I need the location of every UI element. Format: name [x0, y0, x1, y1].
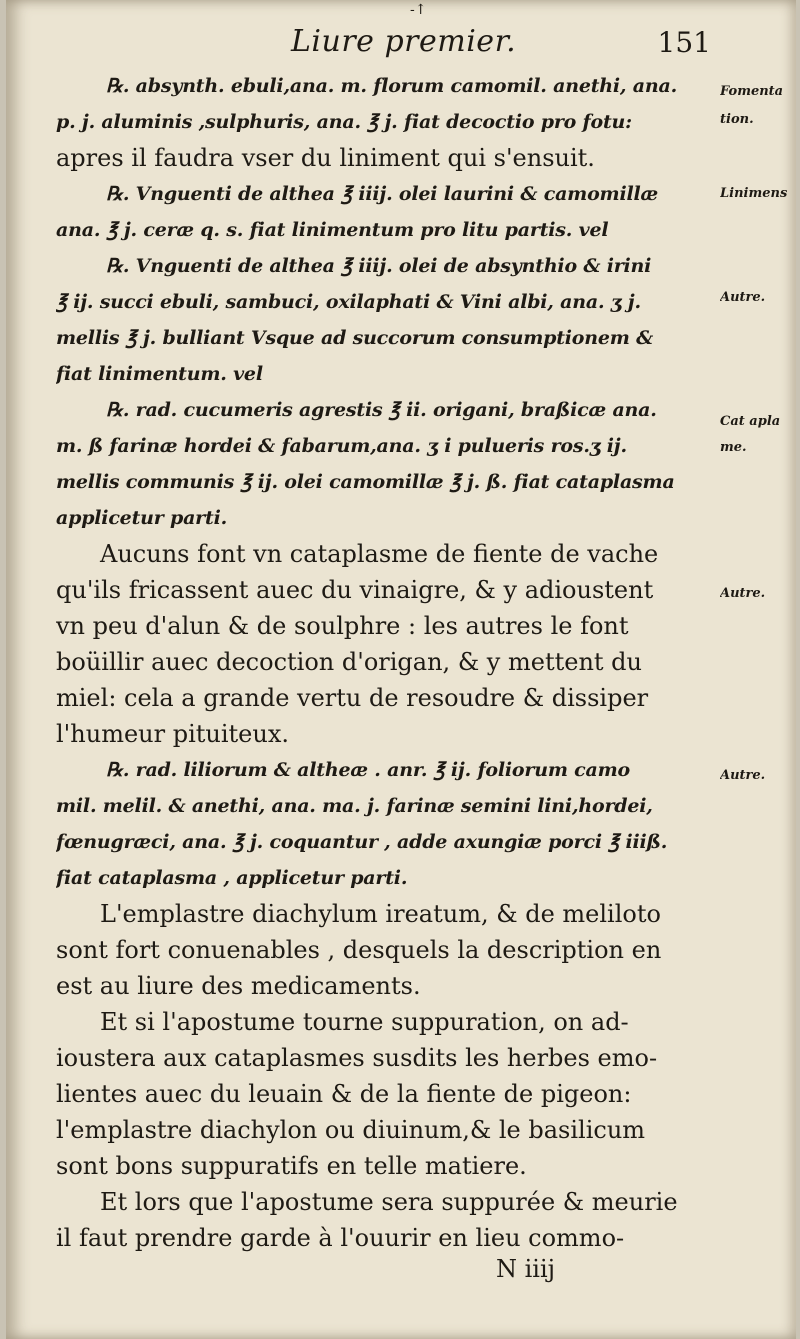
main-text: [56, 68, 716, 1256]
text-line: ana. ℥ j. ceræ q. s. fiat linimentum pro litu partis. vel: [56, 219, 609, 241]
text-line: fiat cataplasma , applicetur parti.: [56, 867, 408, 889]
text-line: sont bons suppuratifs en telle matiere.: [56, 1152, 527, 1180]
margin-note: Fomenta: [720, 84, 784, 99]
text-line: apres il faudra vser du liniment qui s'ensuit.: [56, 144, 595, 172]
text-line: L'emplastre diachylum ireatum, & de meliloto: [100, 900, 661, 928]
text-line: ℞. rad. liliorum & altheæ . anr. ℥ ij. foliorum camo: [106, 759, 630, 781]
book-page: [6, 0, 796, 1339]
page-header: [291, 24, 711, 64]
text-line: vn peu d'alun & de soulphre : les autres le font: [56, 612, 629, 640]
signature-mark: N iiij: [496, 1255, 556, 1283]
text-line: l'emplastre diachylon ou diuinum,& le basilicum: [56, 1116, 646, 1144]
margin-note: me.: [720, 440, 747, 455]
text-line: Aucuns font vn cataplasme de fiente de vache: [100, 540, 659, 568]
page-number: 151: [657, 26, 711, 59]
text-line: il faut prendre garde à l'ouurir en lieu commo-: [56, 1224, 625, 1252]
text-line: boüillir auec decoction d'origan, & y mettent du: [56, 648, 642, 676]
text-line: Et lors que l'apostume sera suppurée & meurie: [100, 1188, 678, 1216]
text-line: lientes auec du leuain & de la fiente de pigeon:: [56, 1080, 632, 1108]
text-line: mellis ℥ j. bulliant Vsque ad succorum consumptionem &: [56, 327, 654, 349]
margin-note: Cat apla: [720, 414, 781, 429]
text-line: m. ß farinæ hordei & fabarum,ana. ʒ i pulueris ros.ʒ ij.: [56, 435, 627, 457]
margin-note: Autre.: [720, 768, 766, 783]
text-line: miel: cela a grande vertu de resoudre & dissiper: [56, 684, 649, 712]
margin-note: Linimens: [720, 186, 788, 201]
text-line: Et si l'apostume tourne suppuration, on ad-: [100, 1008, 629, 1036]
margin-note: Autre.: [720, 586, 766, 601]
text-line: fiat linimentum. vel: [56, 363, 263, 385]
text-line: mellis communis ℥ ij. olei camomillæ ℥ j. ß. fiat cataplasma: [56, 471, 675, 493]
text-line: applicetur parti.: [56, 507, 228, 529]
text-line: ℞. absynth. ebuli,ana. m. florum camomil. anethi, ana.: [106, 75, 678, 97]
text-line: l'humeur pituiteux.: [56, 720, 289, 748]
text-line: ℞. Vnguenti de althea ℥ iiij. olei laurini & camomillæ: [106, 183, 659, 205]
margin-note: tion.: [720, 112, 754, 127]
text-line: est au liure des medicaments.: [56, 972, 421, 1000]
text-line: mil. melil. & anethi, ana. ma. j. farinæ semini lini,hordei,: [56, 795, 653, 817]
text-line: ioustera aux cataplasmes susdits les herbes emo-: [56, 1044, 658, 1072]
text-line: fœnugræci, ana. ℥ j. coquantur , adde axungiæ porci ℥ iiiß.: [56, 831, 668, 853]
text-line: sont fort conuenables , desquels la description en: [56, 936, 662, 964]
top-mark: -↑: [410, 2, 427, 18]
text-line: qu'ils fricassent auec du vinaigre, & y adioustent: [56, 576, 654, 604]
text-line: ℥ ij. succi ebuli, sambuci, oxilaphati & Vini albi, ana. ʒ j.: [56, 291, 641, 313]
text-line: ℞. rad. cucumeris agrestis ℥ ii. origani, braßicæ ana.: [106, 399, 657, 421]
text-line: p. j. aluminis ,sulphuris, ana. ℥ j. fiat decoctio pro fotu:: [56, 111, 632, 133]
running-title: Liure premier.: [291, 24, 517, 59]
text-line: ℞. Vnguenti de althea ℥ iiij. olei de absynthio & irini: [106, 255, 652, 277]
margin-note: Autre.: [720, 290, 766, 305]
